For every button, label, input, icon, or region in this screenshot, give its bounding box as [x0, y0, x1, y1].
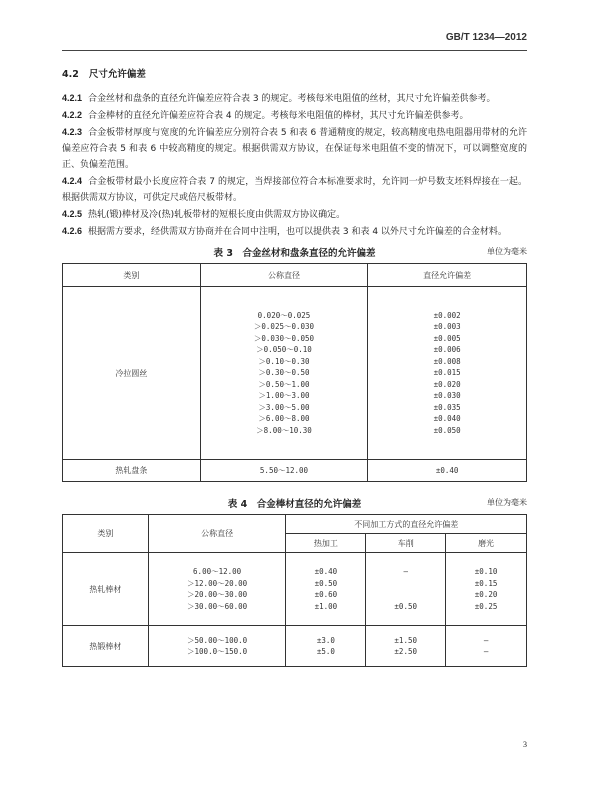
table4-hot — [286, 553, 366, 626]
table3-row-cold-drawn — [63, 287, 527, 460]
table3-tolerances — [368, 460, 527, 482]
table-cell-line: ±3.0 — [316, 635, 335, 645]
table-cell-line: ＞50.00～100.0 — [187, 635, 248, 645]
table4-grind — [446, 626, 527, 667]
table4-header-group: 不同加工方式的直径允许偏差 — [286, 515, 527, 534]
section-title: 尺寸允许偏差 — [88, 69, 146, 80]
page-number: 3 — [523, 740, 527, 749]
table-cell-line: ＞20.00～30.00 — [187, 590, 248, 599]
clause-text: 合金丝材和盘条的直径允许偏差应符合表 3 的规定。考核每米电阻值的丝材，其尺寸允许偏差供参考。 — [88, 94, 496, 104]
table-cell-line: ＞100.0～150.0 — [187, 647, 248, 656]
table-cell-line: — — [403, 567, 408, 576]
table-cell-line: ＞3.00～5.00 — [258, 402, 310, 412]
table4-category: 热锻棒材 — [63, 626, 149, 667]
table3-unit: 单位为毫米 — [487, 247, 527, 256]
table-cell-line: ±0.15 — [474, 578, 498, 588]
table-cell-line: ±0.60 — [314, 590, 338, 599]
table-cell-line: ±0.035 — [433, 402, 461, 412]
table3-diameters — [200, 287, 368, 460]
table-cell-line: ＞0.025～0.030 — [253, 322, 315, 332]
table3-tolerances — [368, 287, 527, 460]
table-cell-line: ±2.50 — [394, 647, 417, 656]
table-cell-line: ＞1.00～3.00 — [258, 391, 310, 401]
table4-grind — [446, 553, 527, 626]
table4-diameters — [148, 553, 286, 626]
table3-diameters — [200, 460, 368, 482]
table4-header-row — [63, 515, 527, 534]
table-cell-line: ＞0.50～1.00 — [258, 379, 310, 389]
table-cell-line: ±0.008 — [433, 356, 461, 366]
document-body — [62, 66, 527, 667]
clause-text: 合金板带材最小长度应符合表 7 的规定，当焊接部位符合本标准要求时，允许同一炉号数支坯料焊接在一起。根据供需双方协议，可供定尺或倍尺板带材。 — [62, 177, 527, 203]
table-cell-line: ±0.015 — [433, 368, 461, 378]
clause-4-2-5 — [62, 206, 527, 223]
clause-text: 合金板带材厚度与宽度的允许偏差应分别符合表 5 和表 6 普通精度的规定，较高精度电热电阻器用带材的允许偏差应符合表 5 和表 6 中较高精度的规定。根据供需双方协议，在保证每米电阻值不变的情况下，可以调整宽度的正、负偏差范围。 — [62, 128, 527, 170]
clause-number: 4.2.6 — [62, 226, 83, 236]
table-cell-line: ±0.50 — [394, 601, 417, 611]
table4-header-diameter: 公称直径 — [148, 515, 286, 553]
table4-turn — [366, 626, 446, 667]
clause-4-2-3 — [62, 124, 527, 173]
table4-row-hot-rolled — [63, 553, 527, 626]
page-header-code: GB/T 1234—2012 — [445, 32, 527, 43]
table-cell-line: ±0.005 — [433, 333, 461, 343]
table3-category: 热轧盘条 — [63, 460, 201, 482]
table-cell-line: ±0.030 — [433, 391, 461, 401]
table-cell-line: ＞8.00～10.30 — [256, 425, 312, 435]
clause-number: 4.2.4 — [62, 176, 83, 186]
table4-header-turn: 车削 — [366, 534, 446, 553]
table-cell-line: — — [483, 635, 489, 645]
table-cell-line: ±0.40 — [314, 567, 338, 576]
table4-caption — [62, 496, 527, 512]
table4-diameters — [148, 626, 286, 667]
table-cell-line: ＞0.030～0.050 — [253, 333, 315, 343]
table-cell-line: 0.020～0.025 — [257, 310, 311, 320]
clause-text: 合金棒材的直径允许偏差应符合表 4 的规定。考核每米电阻值的棒材，其尺寸允许偏差供参考。 — [88, 111, 469, 121]
table-cell-line: ＞30.00～60.00 — [187, 601, 248, 611]
table-cell-line — [366, 589, 445, 601]
table-cell-line: ±0.20 — [474, 590, 498, 599]
table4-category: 热轧棒材 — [63, 553, 149, 626]
table-cell-line: ±0.10 — [474, 567, 498, 576]
table4-hot — [286, 626, 366, 667]
table4-turn — [366, 553, 446, 626]
clause-4-2-6 — [62, 223, 527, 240]
table-cell-line: ±0.050 — [433, 425, 461, 435]
clause-number: 4.2.1 — [62, 93, 83, 103]
table4-header-hot: 热加工 — [286, 534, 366, 553]
table4-header-grind: 磨光 — [446, 534, 527, 553]
table3 — [62, 263, 527, 482]
table-cell-line: — — [483, 647, 489, 656]
header-rule — [62, 50, 527, 51]
table-cell-line: ＞0.30～0.50 — [258, 368, 310, 378]
table-cell-line: ±5.0 — [316, 647, 335, 656]
table4 — [62, 514, 527, 667]
table3-row-hot-rolled — [63, 460, 527, 482]
table-cell-line: 6.00～12.00 — [193, 567, 242, 576]
table-cell-line: ±1.00 — [314, 601, 338, 611]
table-cell-line — [366, 578, 445, 590]
table3-header-diameter: 公称直径 — [200, 264, 368, 287]
clause-number: 4.2.5 — [62, 209, 83, 219]
clause-text: 热轧(锻)棒材及冷(热)轧板带材的短根长度由供需双方协议确定。 — [88, 210, 346, 220]
clause-text: 根据需方要求，经供需双方协商并在合同中注明，也可以提供表 3 和表 4 以外尺寸允许偏差的合金材料。 — [88, 227, 507, 237]
clause-number: 4.2.2 — [62, 110, 83, 120]
table4-header-category: 类别 — [63, 515, 149, 553]
table3-title: 表 3 合金丝材和盘条直径的允许偏差 — [213, 248, 376, 259]
table-cell-line: ±0.040 — [433, 414, 461, 424]
table3-header-tolerance: 直径允许偏差 — [368, 264, 527, 287]
section-number: 4.2 — [62, 69, 79, 80]
table-cell-line: ±0.25 — [474, 601, 498, 611]
table-cell-line: ±0.40 — [435, 465, 459, 475]
section-heading — [62, 66, 527, 80]
table-cell-line: ±0.006 — [433, 345, 461, 355]
table-cell-line: ＞0.10～0.30 — [258, 356, 310, 366]
clause-4-2-4 — [62, 173, 527, 206]
table-cell-line: ±1.50 — [394, 635, 417, 645]
clause-4-2-1 — [62, 90, 527, 107]
table4-row-hot-forged — [63, 626, 527, 667]
clause-4-2-2 — [62, 107, 527, 124]
table4-title: 表 4 合金棒材直径的允许偏差 — [227, 499, 362, 510]
table-cell-line: ±0.50 — [314, 578, 338, 588]
table-cell-line: ＞6.00～8.00 — [258, 414, 310, 424]
table3-header-row — [63, 264, 527, 287]
table3-header-category: 类别 — [63, 264, 201, 287]
table3-category: 冷拉圆丝 — [63, 287, 201, 460]
table-cell-line: ＞0.050～0.10 — [256, 345, 312, 355]
table-cell-line: ±0.002 — [433, 310, 461, 320]
table-cell-line: 5.50～12.00 — [259, 465, 309, 475]
table-cell-line: ±0.020 — [433, 379, 461, 389]
table-cell-line: ＞12.00～20.00 — [187, 578, 248, 588]
table-cell-line: ±0.003 — [433, 322, 461, 332]
table4-unit: 单位为毫米 — [487, 498, 527, 507]
clause-number: 4.2.3 — [62, 127, 83, 137]
table3-caption — [62, 245, 527, 261]
